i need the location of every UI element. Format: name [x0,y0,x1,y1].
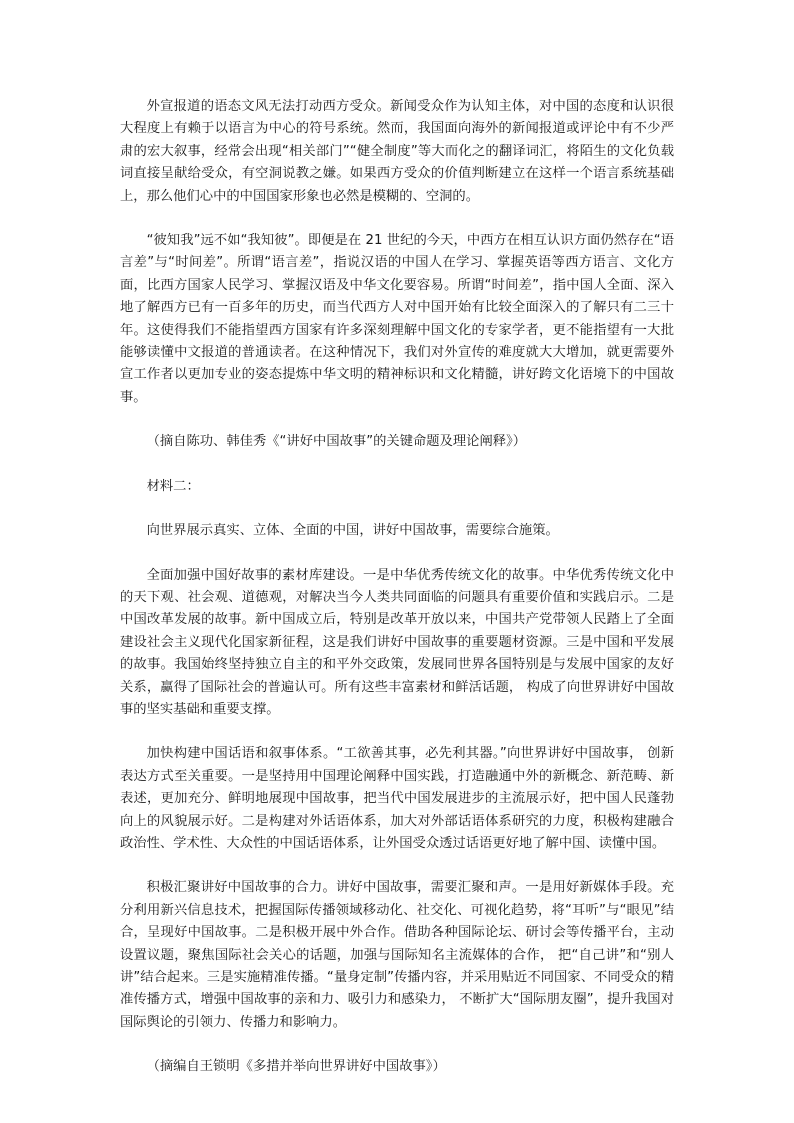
source-citation: （摘自陈功、韩佳秀《“讲好中国故事”的关键命题及理论阐释》） [146,434,527,450]
section-label: 材料二： [146,478,200,494]
source-citation: （摘编自王锁明《多措并举向世界讲好中国故事》） [146,1059,446,1075]
paragraph: 外宣报道的语态文风无法打动西方受众。新闻受众作为认知主体，对中国的态度和认识很大程度上有赖于以语言为中心的符号系统。然而，我国面向海外的新闻报道或评论中有不少严肃的宏大叙事，经常会出现“相关部门”“健全制度”等大而化之的翻译词汇，将陌生的文化负载词直接呈献给受众，有空洞说教之嫌。如果西方受众的价值判断建立在这样一个语言系统基础上，那么他们心中的中国国家形象也必然是模糊的、空洞的。 [120,99,674,204]
paragraph: 向世界展示真实、立体、全面的中国，讲好中国故事，需要综合施策。 [146,523,559,539]
paragraph: 积极汇聚讲好中国故事的合力。讲好中国故事，需要汇聚和声。一是用好新媒体手段。充分利用新兴信息技术，把握国际传播领域移动化、社交化、可视化趋势，将“耳听”与“眼见”结合，呈现好中国故事。二是积极开展中外合作。借助各种国际论坛、研讨会等传播平台，主动设置议题，聚焦国际社会关心的话题，加强与国际知名主流媒体的合作， 把“自己讲”和“别人讲”结合起来。三是实施精准传播。“量身定制”传播内容，并采用贴近不同国家、不同受众的精准传播方式，增强中国故事的亲和力、吸引力和感染力， 不断扩大“国际朋友圈”，提升我国对国际舆论的引领力、传播力和影响力。 [120,880,674,1030]
paragraph: 全面加强中国好故事的素材库建设。一是中华优秀传统文化的故事。中华优秀传统文化中的天下观、社会观、道德观，对解决当今人类共同面临的问题具有重要价值和实践启示。二是中国改革发展的故事。新中国成立后，特别是改革开放以来，中国共产党带领人民踏上了全面建设社会主义现代化国家新征程，这是我们讲好中国故事的重要题材资源。三是中国和平发展的故事。我国始终坚持独立自主的和平外交政策，发展同世界各国特别是与发展中国家的友好关系，赢得了国际社会的普遍认可。所有这些丰富素材和鲜活话题， 构成了向世界讲好中国故事的坚实基础和重要支撑。 [120,567,674,717]
paragraph: “彼知我”远不如“我知彼”。即便是在 21 世纪的今天，中西方在相互认识方面仍然存在“语言差”与“时间差”。所谓“语言差”，指说汉语的中国人在学习、掌握英语等西方语言、文化方面，比西方国家人民学习、掌握汉语及中华文化要容易。所谓“时间差”，指中国人全面、深入地了解西方已有一百多年的历史，而当代西方人对中国开始有比较全面深入的了解只有二三十年。这使得我们不能指望西方国家有许多深刻理解中国文化的专家学者，更不能指望有一大批能够读懂中文报道的普通读者。在这种情况下，我们对外宣传的难度就大大增加，就更需要外宣工作者以更加专业的姿态提炼中华文明的精神标识和文化精髓，讲好跨文化语境下的中国故事。 [120,233,674,405]
paragraph: 加快构建中国话语和叙事体系。“工欲善其事，必先利其器。”向世界讲好中国故事， 创新表达方式至关重要。一是坚持用中国理论阐释中国实践，打造融通中外的新概念、新范畴、新表述，更加充分、鲜明地展现中国故事，把当代中国发展进步的主流展示好，把中国人民蓬勃向上的风貌展示好。二是构建对外话语体系，加大对外部话语体系研究的力度，积极构建融合政治性、学术性、大众性的中国话语体系，让外国受众透过话语更好地了解中国、读懂中国。 [120,746,674,851]
